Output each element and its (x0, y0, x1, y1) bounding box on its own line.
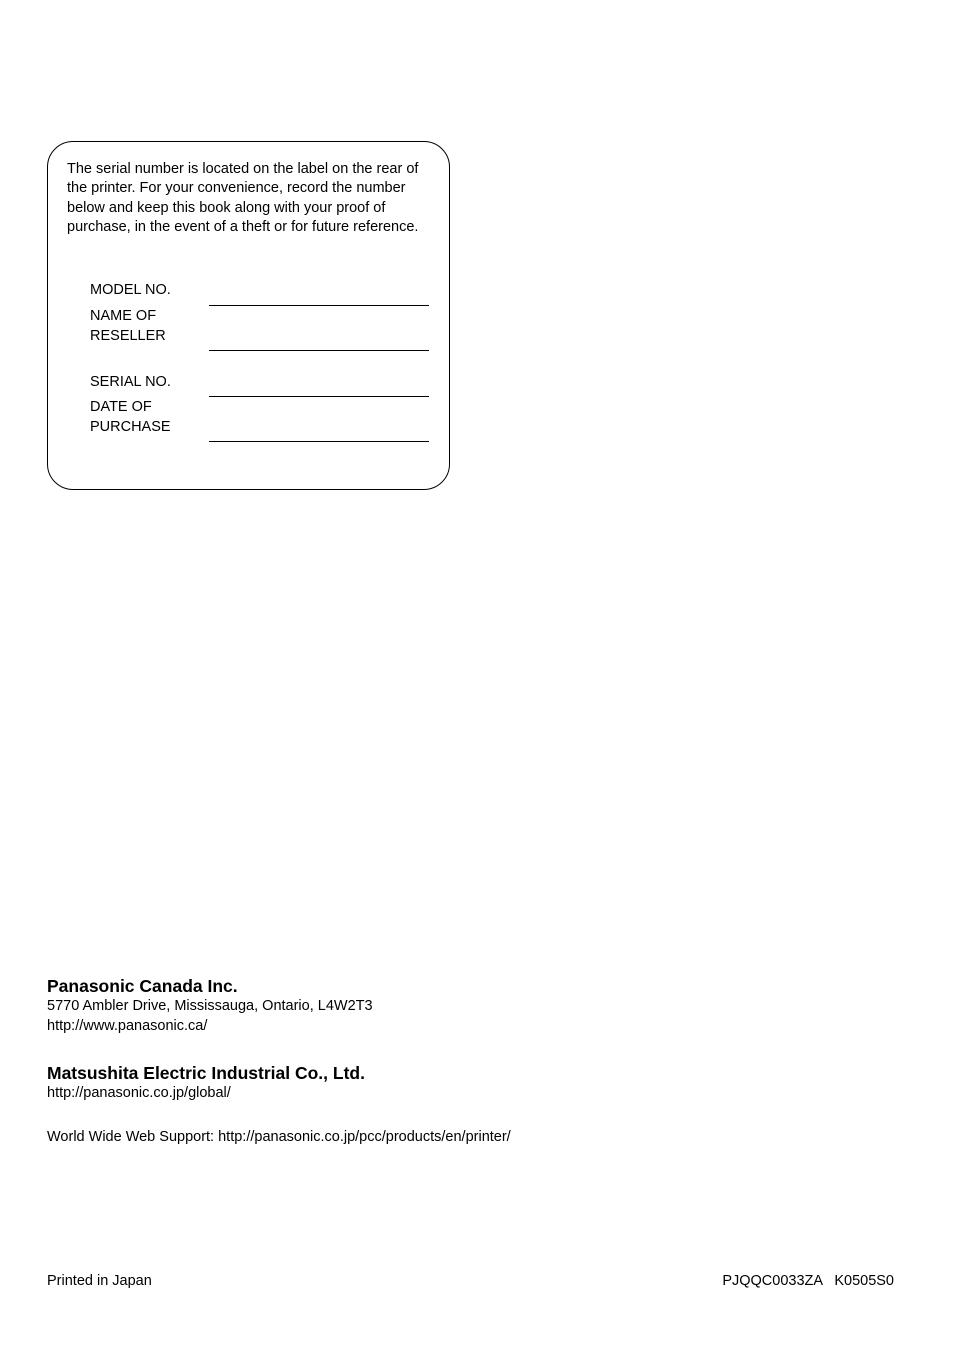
purchase-date-line[interactable] (209, 441, 429, 442)
serial-instructions: The serial number is located on the label on the rear of the printer. For your convenience, record the number below and keep this book along with your proof of purchase, in the event of a theft or for future reference. (67, 161, 419, 235)
model-no-line[interactable] (209, 305, 429, 306)
document-code: PJQQC0033ZA K0505S0 (722, 1273, 894, 1289)
model-no-label: MODEL NO. (90, 282, 171, 298)
canada-url[interactable]: http://www.panasonic.ca/ (47, 1018, 208, 1034)
purchase-date-label: DATE OF PURCHASE (90, 399, 171, 435)
printed-in-japan: Printed in Japan (47, 1273, 152, 1289)
reseller-label: NAME OF RESELLER (90, 308, 166, 344)
serial-record-box (47, 141, 450, 490)
serial-no-line[interactable] (209, 396, 429, 397)
web-support[interactable]: World Wide Web Support: http://panasonic.co.jp/pcc/products/en/printer/ (47, 1129, 511, 1145)
canada-address: 5770 Ambler Drive, Mississauga, Ontario, L4W2T3 (47, 998, 373, 1014)
reseller-line[interactable] (209, 350, 429, 351)
matsushita-url[interactable]: http://panasonic.co.jp/global/ (47, 1085, 231, 1101)
serial-no-label: SERIAL NO. (90, 374, 171, 390)
matsushita-company-name: Matsushita Electric Industrial Co., Ltd. (47, 1063, 365, 1083)
canada-company-name: Panasonic Canada Inc. (47, 976, 238, 996)
